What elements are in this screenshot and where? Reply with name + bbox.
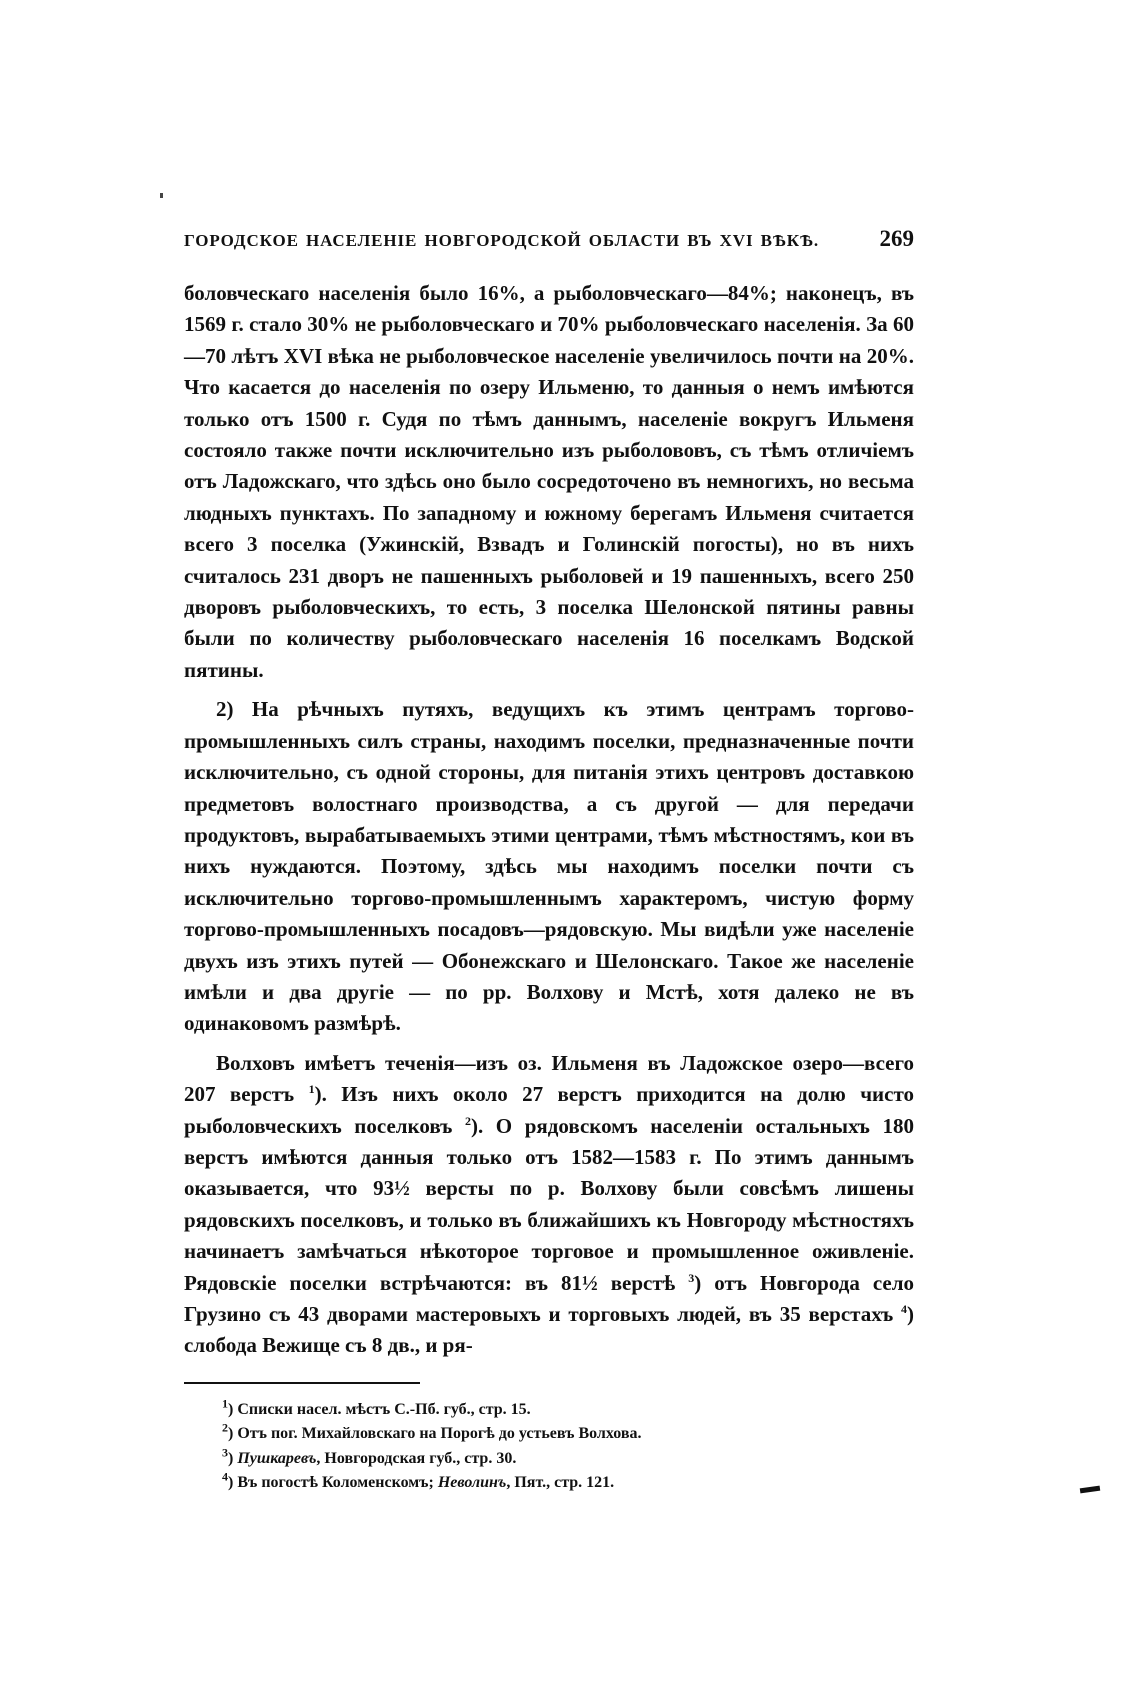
footnote-marker: 2	[222, 1420, 228, 1435]
margin-dot	[160, 193, 163, 198]
footnote-text: , Пят., стр. 121.	[506, 1474, 615, 1492]
paragraph-3-text: ) отъ Новгорода село Грузино съ 43 дворами мастеровыхъ и торговыхъ людей, въ 35 верстахъ	[184, 1270, 914, 1326]
running-title: ГОРОДСКОЕ НАСЕЛЕНІЕ НОВГОРОДСКОЙ ОБЛАСТИ ВЪ XVI ВѢКѢ.	[184, 231, 819, 250]
paragraph-3-text: ). Изъ нихъ около 27 верстъ приходится на долю чисто рыболовческихъ поселковъ	[184, 1082, 914, 1138]
footnote-author: Неволинъ	[437, 1474, 507, 1492]
footnote-author: Пушкаревъ	[237, 1449, 317, 1467]
footnote-ref-1: 1	[308, 1082, 315, 1097]
footnote-marker: 4	[222, 1469, 228, 1484]
body-text	[184, 278, 914, 1362]
footnote-text: ) Отъ пог. Михайловскаго на Порогѣ до устьевъ Волхова.	[228, 1425, 642, 1443]
edge-mark	[1080, 1486, 1101, 1494]
book-page	[184, 226, 914, 1496]
footnote-marker: 3	[222, 1445, 228, 1460]
footnote-text: , Новгородская губ., стр. 30.	[316, 1449, 517, 1467]
paragraph-3-text: ) слобода Вежище съ 8 дв., и ря-	[184, 1302, 914, 1358]
paragraph-2: 2) На рѣчныхъ путяхъ, ведущихъ къ этимъ центрамъ торгово-промышленныхъ силъ страны, находимъ поселки, предназначенные почти исключительно, съ одной стороны, для питанія этихъ центровъ доставкою предметовъ волостнаго производства, а съ другой — для передачи продуктовъ, вырабатываемыхъ этими центрами, тѣмъ мѣстностямъ, кои въ нихъ нуждаются. Поэтому, здѣсь мы находимъ поселки почти съ исключительно торгово-промышленнымъ характеромъ, чистую форму торгово-промышленныхъ посадовъ—рядовскую. Мы видѣли уже населеніе двухъ изъ этихъ путей — Обонежскаго и Шелонскаго. Такое же населеніе имѣли и два другіе — по рр. Волхову и Мстѣ, хотя далеко не въ одинаковомъ размѣрѣ.	[184, 697, 914, 1036]
footnote-2	[184, 1422, 914, 1447]
paragraph-3	[184, 1048, 914, 1362]
footnote-separator	[184, 1382, 420, 1384]
paragraph-3-text: ). О рядовскомъ населеніи остальныхъ 180 верстъ имѣются данныя только отъ 1582—1583 г. По этимъ даннымъ оказывается, что 93½ версты по р. Волхову были совсѣмъ лишены рядовскихъ поселковъ, и только въ ближайшихъ къ Новгороду мѣстностяхъ начинаетъ замѣчаться нѣкоторое торговое и промышленное оживленіе. Рядовскіе поселки встрѣчаются: въ 81½ верстѣ	[184, 1113, 914, 1295]
footnote-ref-3: 3	[688, 1270, 695, 1285]
footnote-text: ) Списки насел. мѣстъ С.-Пб. губ., стр. 15.	[228, 1400, 531, 1418]
running-header	[184, 226, 914, 262]
paragraph-1: боловческаго населенія было 16%, а рыболовческаго—84%; наконецъ, въ 1569 г. стало 30% не рыболовческаго и 70% рыболовческаго населенія. За 60—70 лѣтъ XVI вѣка не рыболовческое населеніе увеличилось почти на 20%. Что касается до населенія по озеру Ильменю, то данныя о немъ имѣются только отъ 1500 г. Судя по тѣмъ даннымъ, населеніе вокругъ Ильменя состояло также почти исключительно изъ рыболововъ, съ тѣмъ отличіемъ отъ Ладожскаго, что здѣсь оно было сосредоточено въ немногихъ, но весьма людныхъ пунктахъ. По западному и южному берегамъ Ильменя считается всего 3 поселка (Ужинскій, Взвадъ и Голинскій погосты), но въ нихъ считалось 231 дворъ не пашенныхъ рыболовей и 19 пашенныхъ, всего 250 дворовъ рыболовческихъ, то есть, 3 поселка Шелонской пятины равны были по количеству рыболовческаго населенія 16 поселкамъ Водской пятины.	[184, 281, 914, 682]
footnote-marker: 1	[222, 1396, 228, 1411]
footnote-4	[184, 1471, 914, 1496]
footnote-3: $^3$) Пушкаревъ, Новгородская губ., стр. 30.	[222, 1445, 517, 1467]
page-number: 269	[879, 226, 914, 251]
footnotes	[184, 1398, 914, 1496]
footnote-ref-4: 4	[901, 1302, 907, 1316]
footnote-1	[184, 1398, 914, 1423]
footnote-text: ) Въ погостѣ Коломенскомъ;	[228, 1474, 438, 1492]
paragraph-3-text: Волховъ имѣетъ теченія—изъ оз. Ильменя въ Ладожское озеро—всего 207 верстъ	[184, 1050, 914, 1107]
footnote-ref-2: 2	[464, 1113, 471, 1128]
